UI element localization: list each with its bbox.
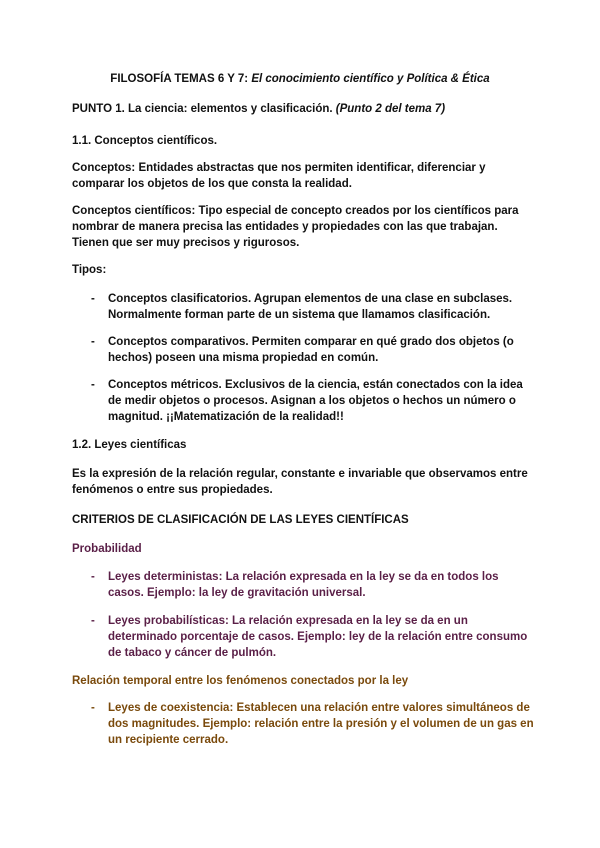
list-item-text: Leyes de coexistencia: Establecen una relación entre valores simultáneos de dos magnitudes. Ejemplo: relación entre la presión y el volumen de un gas en un recipiente cerrado. (108, 702, 534, 746)
conceptos-paragraph (72, 160, 534, 192)
probabilidad-heading: Probabilidad (72, 543, 142, 555)
title-prefix: FILOSOFÍA TEMAS 6 Y 7: (110, 73, 252, 85)
list-dash: - (91, 293, 95, 305)
list-item-text: Conceptos comparativos. Permiten comparar en qué grado dos objetos (o hechos) poseen una misma propiedad en común. (108, 336, 514, 364)
list-dash: - (91, 615, 95, 627)
conceptos-cientificos-label: Conceptos científicos: (72, 205, 196, 217)
list-item (91, 377, 537, 425)
list-dash: - (91, 379, 95, 391)
punto-1-note: (Punto 2 del tema 7) (335, 103, 446, 115)
list-item (91, 700, 537, 748)
list-item-text: Leyes probabilísticas: La relación expresada en la ley se da en un determinado porcentaje de casos. Ejemplo: ley de la relación entre consumo de tabaco y cáncer de pulmón. (108, 615, 528, 659)
list-item (91, 334, 537, 366)
list-item (91, 613, 537, 661)
list-item-text: Conceptos métricos. Exclusivos de la ciencia, están conectados con la idea de medir objetos o procesos. Asignan a los objetos o hechos un número o magnitud. ¡¡Matematización de la realidad!! (108, 379, 523, 423)
section-1-2-heading: 1.2. Leyes científicas (72, 439, 187, 451)
conceptos-cientificos-paragraph (72, 203, 534, 251)
criterios-heading: CRITERIOS DE CLASIFICACIÓN DE LAS LEYES CIENTÍFICAS (72, 514, 409, 526)
list-dash: - (91, 702, 95, 714)
relacion-temporal-heading: Relación temporal entre los fenómenos conectados por la ley (72, 675, 409, 687)
list-item (91, 569, 537, 601)
leyes-definition: Es la expresión de la relación regular, constante e invariable que observamos entre fenómenos o entre sus propiedades. (72, 468, 528, 496)
list-dash: - (91, 336, 95, 348)
conceptos-label: Conceptos: (72, 162, 136, 174)
list-item-text: Leyes deterministas: La relación expresada en la ley se da en todos los casos. Ejemplo: la ley de gravitación universal. (108, 571, 499, 599)
punto-1-text: PUNTO 1. La ciencia: elementos y clasificación. (72, 103, 336, 115)
tipos-label: Tipos: (72, 264, 107, 276)
list-item (91, 291, 537, 323)
conceptos-text: Entidades abstractas que nos permiten identificar, diferenciar y comparar los objetos de los que consta la realidad. (72, 162, 486, 190)
section-1-1-heading: 1.1. Conceptos científicos. (72, 135, 218, 147)
punto-1-heading (72, 101, 534, 117)
list-item-text: Conceptos clasificatorios. Agrupan elementos de una clase en subclases. Normalmente forman parte de un sistema que llamamos clasificación. (108, 293, 513, 321)
title-italic: El conocimiento científico y Política & Ética (251, 73, 490, 85)
list-dash: - (91, 571, 95, 583)
conceptos-cientificos-text: Tipo especial de concepto creados por los científicos para nombrar de manera precisa las entidades y propiedades con las que trabajan. Tienen que ser muy precisos y rigurosos. (72, 205, 519, 249)
document-title (72, 71, 528, 87)
